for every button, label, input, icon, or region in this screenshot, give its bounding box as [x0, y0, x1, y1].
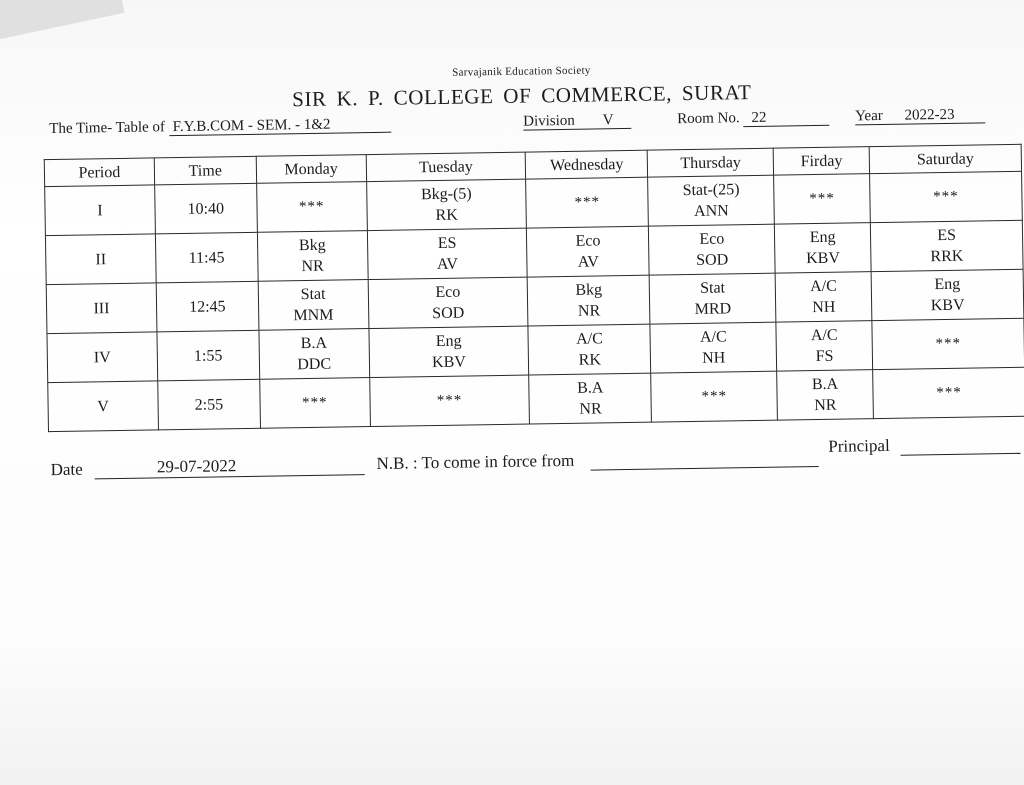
principal-label: Principal [828, 435, 890, 456]
bottom-shade [0, 640, 1024, 785]
subject-text: Stat [300, 285, 326, 304]
title-prefix: The Time- Table of [49, 119, 166, 138]
period-cell: II [45, 234, 156, 285]
schedule-cell [526, 177, 649, 228]
teacher-initials: NH [812, 298, 836, 317]
schedule-cell [775, 223, 872, 274]
column-header: Time [154, 156, 256, 185]
subject-text: Stat-(25) [682, 181, 740, 200]
subject-text: A/C [699, 328, 727, 346]
teacher-initials: KBV [806, 249, 841, 268]
schedule-cell [259, 329, 370, 380]
room-value: 22 [743, 110, 829, 127]
timetable-title [49, 116, 391, 138]
teacher-initials: ANN [693, 202, 729, 220]
year-value: 2022-23 [904, 106, 955, 124]
subject-text: *** [701, 387, 728, 405]
subject-text: Eng [809, 228, 836, 247]
subject-text: B.A [577, 379, 604, 397]
teacher-initials: RK [578, 351, 602, 369]
schedule-cell [873, 367, 1024, 418]
schedule-cell [651, 371, 778, 422]
time-cell: 10:40 [155, 183, 258, 234]
teacher-initials: SOD [696, 251, 729, 269]
subject-text: *** [936, 384, 962, 401]
teacher-initials: MRD [694, 300, 732, 318]
teacher-initials: AV [436, 255, 459, 273]
date-field [50, 454, 365, 480]
schedule-cell [256, 182, 367, 233]
schedule-cell [871, 269, 1024, 320]
teacher-initials: RRK [930, 247, 964, 266]
subject-text: Bkg-(5) [420, 185, 472, 204]
division-underline [523, 113, 631, 131]
class-value: F.Y.B.COM - SEM. - 1&2 [169, 117, 391, 136]
schedule-cell [368, 277, 529, 329]
timetable-table [44, 144, 1024, 432]
time-cell: 1:55 [157, 330, 260, 381]
subject-text: Bkg [575, 281, 603, 299]
room-label: Room No. [677, 110, 740, 128]
subject-text: A/C [810, 326, 838, 345]
subject-text: *** [298, 198, 325, 215]
teacher-initials: NR [814, 396, 837, 415]
schedule-cell [777, 370, 874, 421]
principal-signature-line [900, 453, 1020, 456]
subject-text: Eng [934, 275, 961, 294]
society-name: Sarvajanik Education Society [452, 64, 591, 79]
teacher-initials: NR [301, 257, 324, 276]
schedule-cell [775, 272, 872, 323]
teacher-initials: SOD [432, 304, 465, 323]
time-cell: 2:55 [158, 379, 261, 430]
schedule-cell [366, 179, 527, 231]
schedule-cell [528, 275, 651, 326]
subject-text: *** [574, 193, 601, 211]
column-header: Period [44, 158, 154, 187]
teacher-initials: RK [435, 206, 458, 225]
schedule-cell [527, 226, 650, 277]
teacher-initials: NR [579, 400, 602, 418]
schedule-cell [649, 224, 776, 275]
subject-text: *** [935, 335, 962, 352]
schedule-cell [369, 326, 530, 378]
division-field [523, 112, 631, 131]
schedule-cell [528, 324, 651, 375]
schedule-cell [648, 175, 775, 226]
subject-text: A/C [576, 330, 603, 348]
date-label: Date [50, 459, 83, 480]
teacher-initials: KBV [930, 296, 965, 315]
schedule-cell [870, 171, 1023, 222]
teacher-initials: KBV [431, 353, 467, 372]
teacher-initials: AV [577, 253, 599, 271]
period-cell: V [48, 381, 159, 432]
period-cell: III [46, 283, 157, 334]
schedule-cell [257, 231, 368, 282]
column-header: Wednesday [526, 150, 648, 179]
time-cell: 12:45 [156, 281, 259, 332]
subject-text: Eco [575, 232, 601, 250]
nb-text: N.B. : To come in force from [376, 450, 575, 473]
teacher-initials: NH [702, 349, 726, 367]
college-name: SIR K. P. COLLEGE OF COMMERCE, SURAT [292, 80, 752, 112]
column-header: Monday [256, 155, 366, 184]
table-body [45, 171, 1024, 431]
subject-text: Eco [699, 230, 725, 248]
period-cell: I [45, 185, 156, 236]
subject-text: Eng [435, 332, 462, 351]
schedule-cell [259, 378, 370, 429]
subject-text: A/C [810, 277, 837, 296]
schedule-cell [258, 280, 369, 331]
schedule-cell [649, 273, 776, 324]
column-header: Firday [773, 147, 869, 176]
subject-text: B.A [811, 375, 839, 394]
teacher-initials: FS [815, 347, 834, 366]
division-value: V [602, 112, 614, 129]
schedule-cell [870, 220, 1023, 271]
teacher-initials: MNM [293, 306, 334, 325]
schedule-cell [529, 373, 652, 424]
column-header: Thursday [648, 148, 774, 177]
year-field [855, 106, 985, 125]
subject-text: *** [301, 394, 328, 411]
division-label: Division [523, 112, 576, 130]
subject-text: *** [933, 188, 959, 205]
schedule-cell [776, 321, 873, 372]
teacher-initials: NR [577, 302, 601, 320]
schedule-cell [774, 174, 871, 225]
period-cell: IV [47, 332, 158, 383]
subject-text: Eco [435, 283, 461, 302]
subject-text: *** [809, 190, 835, 207]
nb-blank-line [591, 466, 819, 471]
schedule-cell [369, 375, 530, 427]
subject-text: Stat [700, 279, 726, 297]
subject-text: *** [436, 392, 463, 409]
year-label: Year [855, 107, 883, 125]
principal-field [828, 434, 1020, 457]
subject-text: ES [437, 234, 457, 252]
schedule-cell [650, 322, 777, 373]
time-cell: 11:45 [155, 232, 258, 283]
teacher-initials: DDC [297, 355, 332, 374]
year-underline [855, 107, 985, 125]
subject-text: Bkg [298, 236, 326, 255]
nb-note [376, 447, 818, 474]
schedule-cell [872, 318, 1024, 369]
subject-text: ES [937, 226, 957, 245]
column-header: Tuesday [366, 152, 526, 182]
column-header: Saturday [869, 144, 1021, 173]
schedule-cell [367, 228, 528, 280]
date-value: 29-07-2022 [95, 454, 365, 479]
room-field [677, 109, 830, 128]
subject-text: B.A [300, 334, 328, 353]
